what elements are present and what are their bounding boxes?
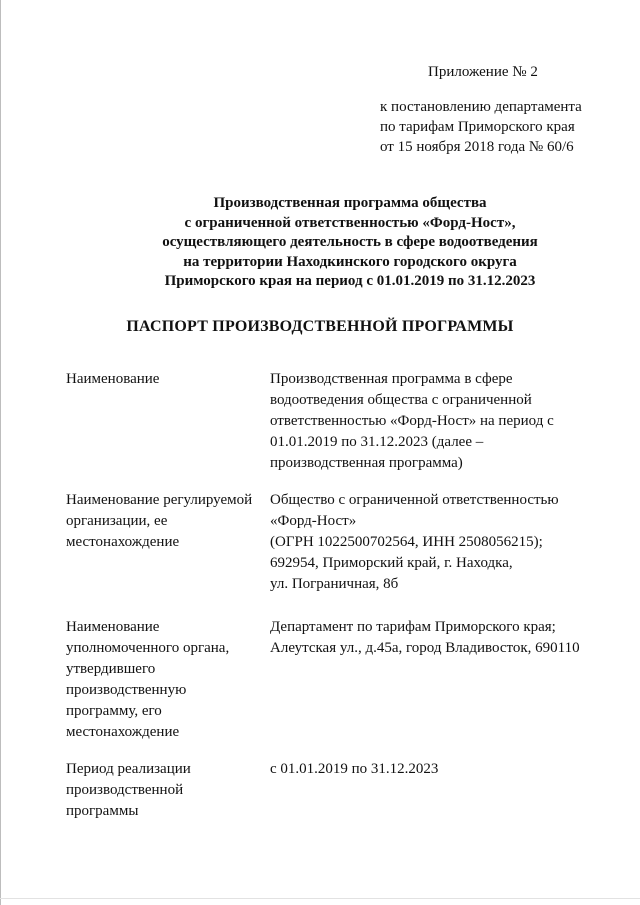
program-title-line: с ограниченной ответственностью «Форд-Ност», (184, 214, 516, 231)
row-label-line: Наименование (66, 371, 160, 387)
row-value-name (270, 369, 610, 474)
program-title-line: Производственная программа общества (213, 195, 487, 211)
appendix-title: Приложение № 2 (428, 64, 538, 80)
row-label-organization (66, 490, 261, 553)
appendix-ref-line: к постановлению департамента (380, 99, 582, 115)
row-value-line: производственная программа) (270, 455, 463, 471)
row-value-line: Производственная программа в сфере (270, 371, 513, 387)
passport-heading: ПАСПОРТ ПРОИЗВОДСТВЕННОЙ ПРОГРАММЫ (126, 318, 514, 335)
row-label-line: местонахождение (66, 724, 180, 740)
row-value-line: Алеутская ул., д.45а, город Владивосток, 690110 (270, 640, 580, 656)
row-value-line: Департамент по тарифам Приморского края; (270, 619, 556, 635)
row-value-authority (270, 617, 610, 659)
row-label-authority (66, 617, 261, 743)
scan-left-edge (0, 0, 1, 905)
row-label-line: производственной (66, 782, 184, 798)
row-label-line: утвердившего (66, 661, 156, 677)
appendix-reference (380, 97, 582, 157)
row-value-line: ответственностью «Форд-Ност» на период с (270, 413, 554, 429)
row-label-line: местонахождение (66, 534, 180, 550)
row-label-line: уполномоченного органа, (66, 640, 230, 656)
program-title (100, 194, 600, 292)
row-value-line: с 01.01.2019 по 31.12.2023 (270, 761, 439, 777)
program-title-line: на территории Находкинского городского округа (183, 253, 517, 270)
row-label-period (66, 759, 261, 822)
row-label-name (66, 369, 261, 390)
scan-bottom-edge (0, 898, 640, 899)
row-label-line: Период реализации (66, 761, 191, 777)
row-label-line: Наименование регулируемой (66, 492, 253, 508)
row-value-period (270, 759, 610, 780)
row-value-line: водоотведения общества с ограниченной (270, 392, 532, 408)
row-label-line: программы (66, 803, 139, 819)
row-label-line: организации, ее (66, 513, 168, 529)
program-title-line: Приморского края на период с 01.01.2019 по 31.12.2023 (164, 273, 536, 289)
program-title-line: осуществляющего деятельность в сфере водоотведения (162, 234, 538, 250)
row-value-line: 01.01.2019 по 31.12.2023 (далее – (270, 434, 484, 450)
row-value-line: (ОГРН 1022500702564, ИНН 2508056215); (270, 534, 543, 550)
row-label-line: программу, его (66, 703, 162, 719)
appendix-ref-line: по тарифам Приморского края (380, 119, 575, 135)
row-value-line: 692954, Приморский край, г. Находка, (270, 555, 513, 571)
appendix-ref-line: от 15 ноября 2018 года № 60/6 (380, 139, 574, 155)
row-value-organization (270, 490, 610, 595)
row-value-line: «Форд-Ност» (270, 513, 357, 529)
row-value-line: ул. Пограничная, 8б (270, 576, 399, 592)
row-label-line: Наименование (66, 619, 160, 635)
row-value-line: Общество с ограниченной ответственностью (270, 492, 559, 508)
row-label-line: производственную (66, 682, 187, 698)
